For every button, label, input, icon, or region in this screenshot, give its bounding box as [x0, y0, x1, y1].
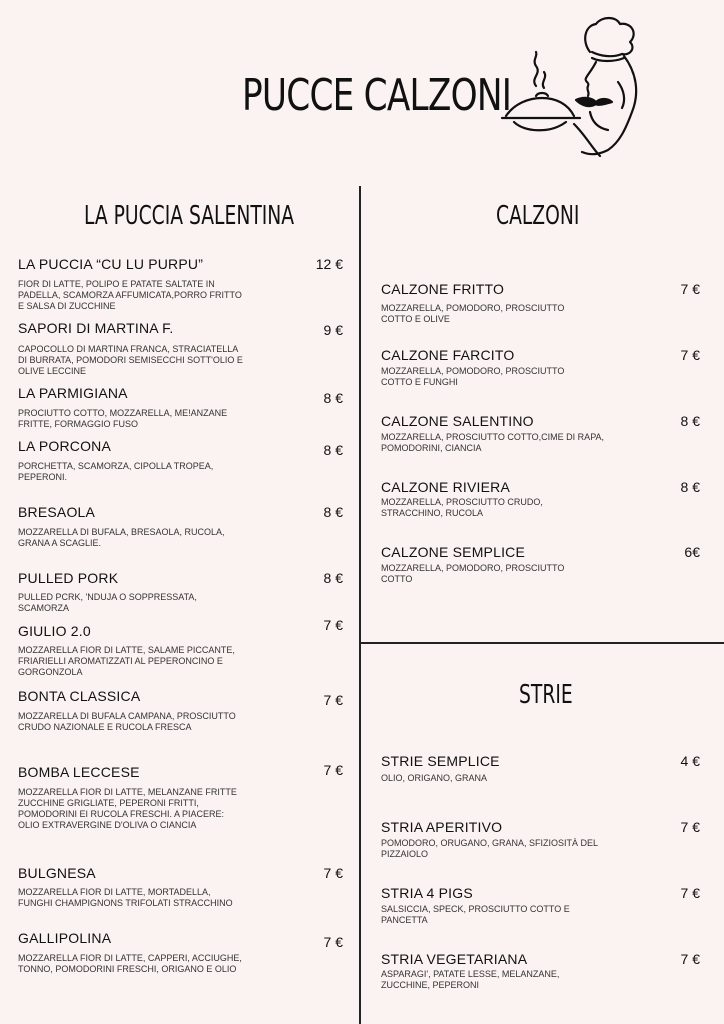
- menu-item-name: LA PARMIGIANA: [18, 385, 128, 401]
- menu-item-name: STRIA VEGETARIANA: [381, 951, 528, 967]
- menu-item-price: 7 €: [680, 885, 700, 901]
- menu-item-name: CALZONE SEMPLICE: [381, 544, 526, 560]
- menu-item-name: SAPORI DI MARTINA F.: [18, 320, 174, 336]
- menu-item-desc: MOZZARELLA FIOR DI LATTE, SALAME PICCANTE, FRIARIELLI AROMATIZZATI AL PEPERONCINO E GORGONZOLA: [18, 645, 235, 677]
- menu-item-price: 7 €: [680, 951, 700, 967]
- menu-item-price: 6€: [684, 544, 700, 560]
- page-title: PUCCE CALZONI: [242, 70, 512, 121]
- menu-item-name: CALZONE RIVIERA: [381, 479, 511, 495]
- column-divider: [359, 186, 361, 1024]
- menu-item-desc: MOZZARELLA, PROSCIUTTO CRUDO, STRACCHINO, RUCOLA: [381, 497, 543, 518]
- menu-item-desc: SALSICCIA, SPECK, PROSCIUTTO COTTO E PANCETTA: [381, 904, 570, 925]
- menu-item-desc: MOZZARELLA, PROSCIUTTO COTTO,CIME DI RAPA, POMODORINI, CIANCIA: [381, 432, 605, 453]
- chef-illustration-icon: [500, 12, 650, 162]
- menu-item-desc: FIOR DI LATTE, POLIPO E PATATE SALTATE IN PADELLA, SCAMORZA AFFUMICATA,PORRO FRITTO E SALSA DI ZUCCHINE: [18, 279, 242, 311]
- menu-item-desc: MOZZARELLA FIOR DI LATTE, CAPPERI, ACCIUGHE, TONNO, POMODORINI FRESCHI, ORIGANO E OLIO: [18, 953, 242, 974]
- menu-item-name: CALZONE SALENTINO: [381, 413, 534, 429]
- menu-item-desc: CAPOCOLLO DI MARTINA FRANCA, STRACIATELLA DI BURRATA, POMODORI SEMISECCHI SOTT'OLIO E OLIVE LECCINE: [18, 344, 243, 376]
- menu-item-name: LA PUCCIA “CU LU PURPU”: [18, 256, 204, 272]
- menu-item-price: 8 €: [680, 479, 700, 495]
- menu-item-price: 8 €: [323, 504, 343, 520]
- menu-item-name: STRIE SEMPLICE: [381, 753, 500, 769]
- menu-item-price: 7 €: [323, 865, 343, 881]
- menu-item-price: 7 €: [680, 281, 700, 297]
- menu-item-desc: MOZZARELLA, POMODORO, PROSCIUTTO COTTO E FUNGHI: [381, 366, 565, 387]
- menu-item-desc: OLIO, ORIGANO, GRANA: [381, 773, 488, 783]
- section-title-calzoni: CALZONI: [496, 201, 580, 231]
- menu-item-price: 8 €: [680, 413, 700, 429]
- menu-item-price: 7 €: [323, 692, 343, 708]
- menu-item-desc: POMODORO, ORUGANO, GRANA, SFIZIOSITÀ DEL PIZZAIOLO: [381, 838, 598, 859]
- menu-item-price: 7 €: [680, 347, 700, 363]
- menu-item-name: GIULIO 2.0: [18, 623, 91, 639]
- menu-item-name: CALZONE FRITTO: [381, 281, 505, 297]
- section-title-puccia: LA PUCCIA SALENTINA: [84, 201, 295, 231]
- menu-item-name: STRIA APERITIVO: [381, 819, 503, 835]
- menu-item-name: BULGNESA: [18, 865, 96, 881]
- menu-item-price: 7 €: [323, 762, 343, 778]
- menu-item-desc: MOZZARELLA, POMODORO, PROSCIUTTO COTTO E OLIVE: [381, 303, 565, 324]
- section-divider: [361, 642, 724, 644]
- menu-item-price: 12 €: [315, 256, 343, 272]
- menu-item-desc: MOZZARELLA FIOR DI LATTE, MORTADELLA, FUNGHI CHAMPIGNONS TRIFOLATI STRACCHINO: [18, 887, 233, 908]
- menu-item-name: BONTA CLASSICA: [18, 688, 141, 704]
- menu-item-name: BOMBA LECCESE: [18, 764, 140, 780]
- menu-item-name: CALZONE FARCITO: [381, 347, 515, 363]
- menu-item-name: PULLED PORK: [18, 570, 119, 586]
- menu-item-desc: MOZZARELLA DI BUFALA CAMPANA, PROSCIUTTO CRUDO NAZIONALE E RUCOLA FRESCA: [18, 711, 236, 732]
- menu-item-desc: MOZZARELLA, POMODORO, PROSCIUTTO COTTO: [381, 563, 565, 584]
- menu-item-price: 8 €: [323, 390, 343, 406]
- menu-item-desc: PORCHETTA, SCAMORZA, CIPOLLA TROPEA, PEPERONI.: [18, 461, 214, 482]
- menu-item-desc: MOZZARELLA DI BUFALA, BRESAOLA, RUCOLA, GRANA A SCAGLIE.: [18, 527, 225, 548]
- menu-item-name: STRIA 4 PIGS: [381, 885, 473, 901]
- menu-item-price: 9 €: [323, 322, 343, 338]
- menu-item-desc: ASPARAGI', PATATE LESSE, MELANZANE, ZUCCHINE, PEPERONI: [381, 969, 560, 990]
- section-title-strie: STRIE: [519, 680, 573, 710]
- menu-item-price: 7 €: [680, 819, 700, 835]
- menu-item-price: 4 €: [680, 753, 700, 769]
- menu-item-desc: MOZZARELLA FIOR DI LATTE, MELANZANE FRITTE ZUCCHINE GRIGLIATE, PEPERONI FRITTI, POMODORINI EI RUCOLA FRESCHI. A PIACERE: OLIO EXTRAVERGINE D'OLIVA O CIANCIA: [18, 787, 237, 830]
- menu-item-price: 7 €: [323, 617, 343, 633]
- menu-item-price: 7 €: [323, 934, 343, 950]
- menu-item-name: LA PORCONA: [18, 438, 112, 454]
- menu-item-desc: PROCIUTTO COTTO, MOZZARELLA, ME!ANZANE FRITTE, FORMAGGIO FUSO: [18, 408, 228, 429]
- menu-item-price: 8 €: [323, 570, 343, 586]
- menu-item-name: BRESAOLA: [18, 504, 96, 520]
- menu-item-name: GALLIPOLINA: [18, 930, 112, 946]
- menu-item-price: 8 €: [323, 442, 343, 458]
- menu-item-desc: PULLED PCRK, 'NDUJA O SOPPRESSATA, SCAMORZA: [18, 592, 197, 613]
